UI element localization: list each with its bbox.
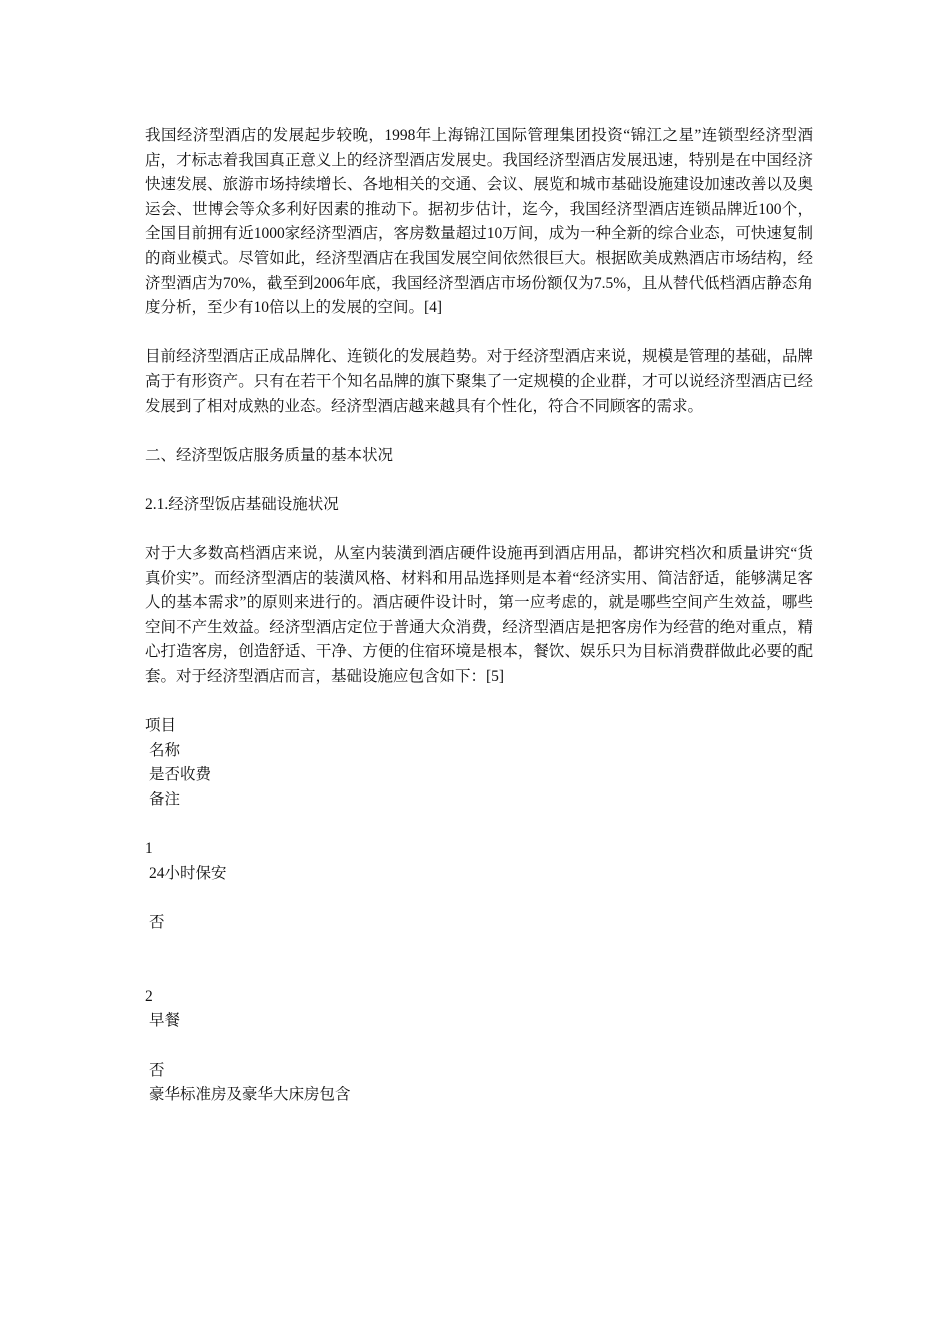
- table-header-charge: 是否收费: [149, 766, 212, 784]
- table-header-note: 备注: [149, 791, 181, 809]
- table-cell-charge: 否: [149, 1061, 165, 1079]
- table-header-row: [145, 714, 813, 812]
- table-header-name: 名称: [149, 741, 181, 759]
- table-cell-item: 1: [145, 840, 153, 858]
- section-heading: 二、经济型饭店服务质量的基本状况: [145, 446, 394, 464]
- table-cell-note: 豪华标准房及豪华大床房包含: [149, 1086, 351, 1104]
- paragraph-facilities: 对于大多数高档酒店来说，从室内装潢到酒店硬件设施再到酒店用品，都讲究档次和质量讲究“货真价实”。而经济型酒店的装潢风格、材料和用品选择则是本着“经济实用、简洁舒适，能够满足客人的基本需求”的原则来进行的。酒店硬件设计时，第一应考虑的，就是哪些空间产生效益，哪些空间不产生效益。经济型酒店定位于普通大众消费，经济型酒店是把客房作为经营的绝对重点，精心打造客房，创造舒适、干净、方便的住宿环境是根本，餐饮、娱乐只为目标消费群做此必要的配套。对于经济型酒店而言，基础设施应包含如下：[5]: [145, 545, 813, 686]
- table-row: [145, 837, 813, 960]
- row-spacer: [145, 813, 813, 838]
- document-page: [145, 124, 813, 1108]
- paragraph-brand-trend: 目前经济型酒店正成品牌化、连锁化的发展趋势。对于经济型酒店来说，规模是管理的基础，品牌高于有形资产。只有在若干个知名品牌的旗下聚集了一定规模的企业群，才可以说经济型酒店已经发展到了相对成熟的业态。经济型酒店越来越具有个性化，符合不同顾客的需求。: [145, 348, 813, 415]
- table-cell-empty: [145, 886, 813, 911]
- table-cell-charge: 否: [149, 914, 165, 931]
- table-cell-name: 24小时保安: [149, 864, 227, 882]
- table-header-item: 项目: [145, 717, 177, 735]
- table-row: [145, 985, 813, 1108]
- table-cell-empty: [145, 1034, 813, 1059]
- facilities-table: [145, 714, 813, 1108]
- row-spacer: [145, 960, 813, 985]
- subsection-heading: 2.1.经济型饭店基础设施状况: [145, 495, 339, 513]
- table-cell-name: 早餐: [149, 1012, 181, 1030]
- paragraph-intro-history: 我国经济型酒店的发展起步较晚，1998年上海锦江国际管理集团投资“锦江之星”连锁型经济型酒店，才标志着我国真正意义上的经济型酒店发展史。我国经济型酒店发展迅速，特别是在中国经济快速发展、旅游市场持续增长、各地相关的交通、会议、展览和城市基础设施建设加速改善以及奥运会、世博会等众多利好因素的推动下。据初步估计，迄今，我国经济型酒店连锁品牌近100个，全国目前拥有近1000家经济型酒店，客房数量超过10万间，成为一种全新的综合业态，可快速复制的商业模式。尽管如此，经济型酒店在我国发展空间依然很巨大。根据欧美成熟酒店市场结构，经济型酒店为70%，截至到2006年底，我国经济型酒店市场份额仅为7.5%，且从替代低档酒店静态角度分析，至少有10倍以上的发展的空间。[4]: [145, 127, 813, 317]
- table-cell-note: [145, 936, 813, 961]
- table-cell-item: 2: [145, 987, 153, 1005]
